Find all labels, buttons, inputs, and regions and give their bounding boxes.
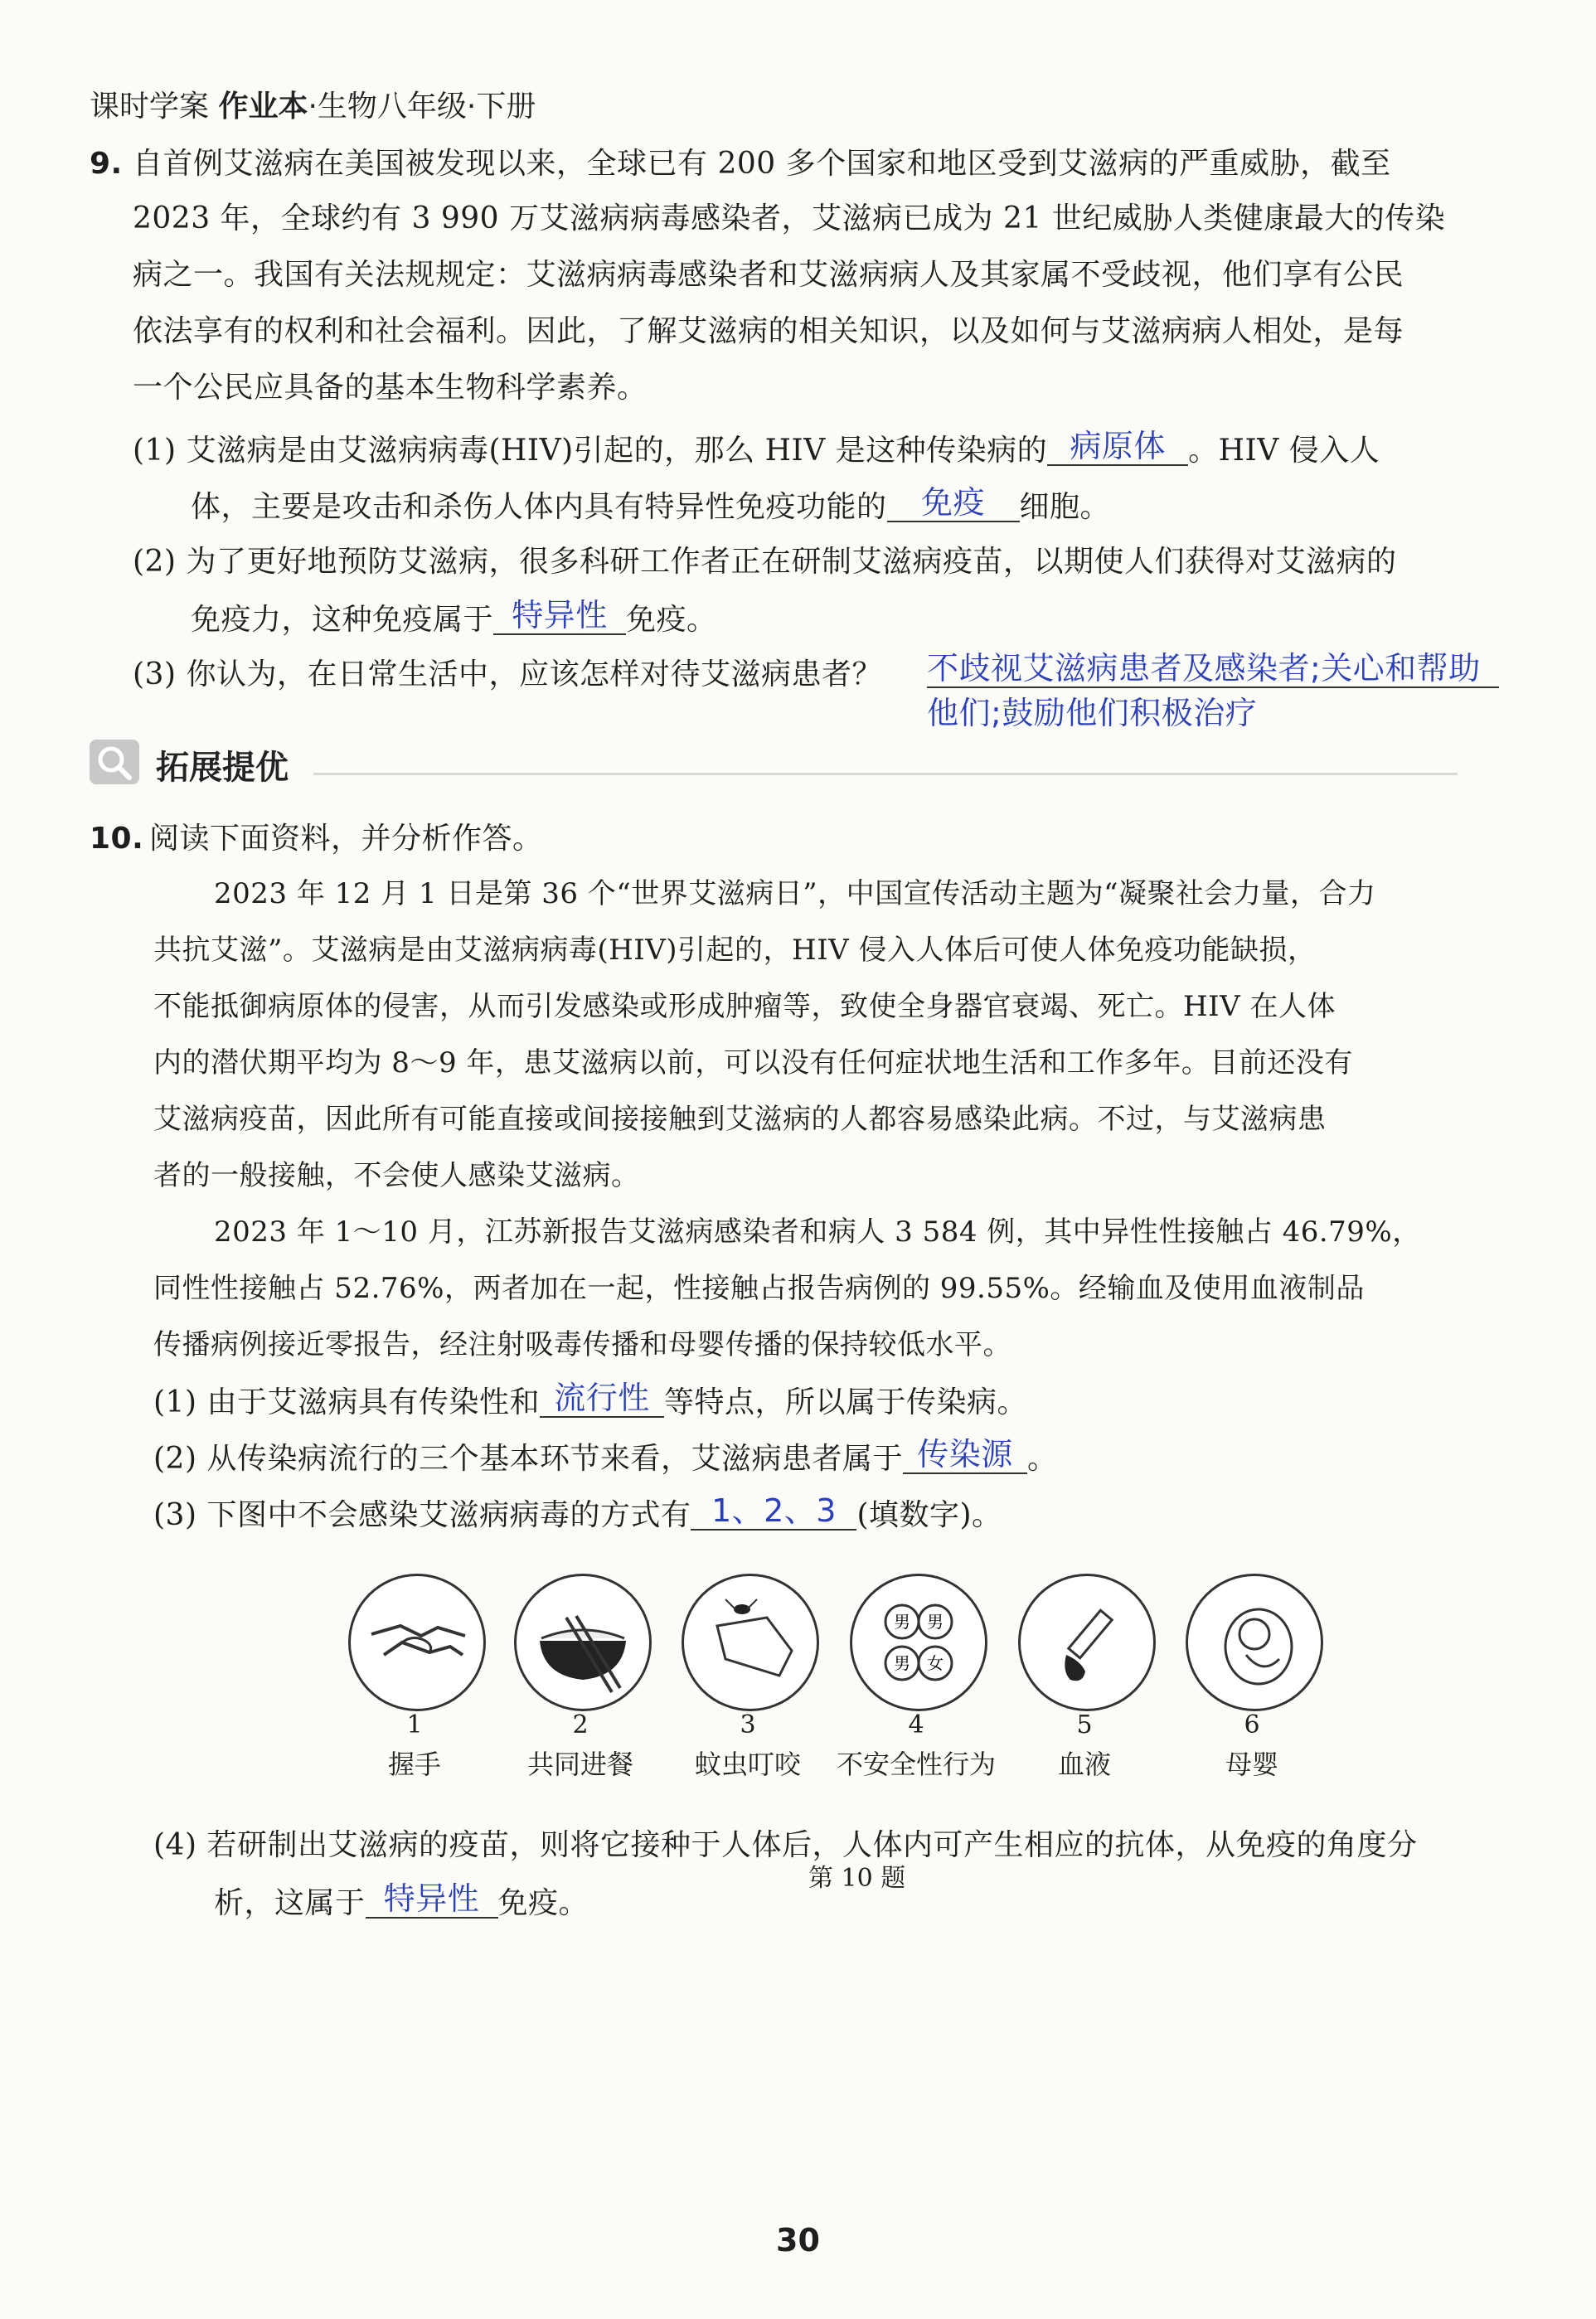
gender-symbols-icon [850,1574,987,1711]
header-book: 作业本 [218,90,308,124]
mosquito-icon [682,1574,819,1711]
q9-intro-line: 2023 年，全球约有 3 990 万艾滋病病毒感染者，艾滋病已成为 21 世纪威胁人类健康最大的传染 [133,201,1446,235]
handwritten-answer: 不歧视艾滋病患者及感染者;关心和帮助 [927,650,1481,686]
figure-label: 不安全性行为 [836,1749,996,1780]
section-title: 拓展提优 [156,749,289,787]
passage-line: 2023 年 1～10 月，江苏新报告艾滋病感染者和病人 3 584 例，其中异性性接触占 46.79%， [214,1215,1421,1249]
answer-blank[interactable]: 特异性 [493,597,626,635]
syringe-blood-icon [1018,1574,1156,1711]
header-subject: ·生物八年级·下册 [308,90,536,124]
figure-label: 母婴 [1225,1749,1278,1780]
q10-p4-text: (4) 若研制出艾滋病的疫苗，则将它接种于人体后，人体内可产生相应的抗体，从免疫的角度分 [153,1828,1418,1862]
rice-bowl-icon [514,1574,652,1711]
q10-part-3 [153,1492,1002,1534]
page-header [90,83,536,125]
q9-p1-text: (1) 艾滋病是由艾滋病病毒(HIV)引起的，那么 HIV 是这种传染病的 [133,434,1048,468]
q9-intro-line: 病之一。我国有关法规规定：艾滋病病毒感染者和艾滋病病人及其家属不受歧视，他们享有公民 [133,258,1404,292]
q9-p1-text: 体，主要是攻击和杀伤人体内具有特异性免疫功能的 [191,490,887,524]
figure-number: 6 [1244,1710,1260,1739]
passage-line: 者的一般接触，不会使人感染艾滋病。 [153,1159,640,1192]
q9-part-2-cont [191,597,717,638]
transmission-figure [348,1574,1385,1822]
figure-caption: 第 10 题 [808,1864,906,1893]
fetus-icon [1186,1574,1323,1711]
q10-p4-text: 析，这属于 [214,1886,366,1920]
passage-line: 内的潜伏期平均为 8～9 年，患艾滋病以前，可以没有任何症状地生活和工作多年。目前还没有 [153,1046,1353,1079]
gender-label: 男 [894,1653,910,1673]
passage-line: 同性性接触占 52.76%，两者加在一起，性接触占报告病例的 99.55%。经输血及使用血液制品 [153,1272,1365,1305]
passage-line: 共抗艾滋”。艾滋病是由艾滋病病毒(HIV)引起的，HIV 侵入人体后可使人体免疫功能缺损， [153,934,1317,967]
page-number: 30 [776,2222,820,2258]
q10-part-2 [153,1436,1058,1477]
figure-label: 共同进餐 [526,1749,633,1780]
q10-p2-text: 。 [1026,1442,1058,1476]
passage-line: 2023 年 12 月 1 日是第 36 个“世界艾滋病日”，中国宣传活动主题为“凝聚社会力量，合力 [214,877,1376,910]
q10-part-1 [153,1380,1027,1421]
answer-blank[interactable]: 特异性 [366,1880,498,1919]
question-number: 10. [90,822,144,856]
figure-number: 1 [406,1710,423,1739]
gender-label: 女 [927,1653,944,1673]
q10-p3-text: (填数字)。 [856,1498,1002,1532]
answer-blank[interactable] [927,650,1499,688]
q9-intro-line: 依法享有的权利和社会福利。因此，了解艾滋病的相关知识，以及如何与艾滋病病人相处，是每 [133,314,1404,348]
q10-stem: 阅读下面资料，并分析作答。 [149,822,543,856]
section-heading [90,736,1516,786]
figure-number: 4 [908,1710,924,1739]
q9-part-1 [133,428,1380,469]
q10-part-4-cont [214,1880,589,1922]
magnifier-icon [90,740,139,784]
q9-intro-line: 自首例艾滋病在美国被发现以来，全球已有 200 多个国家和地区受到艾滋病的严重威胁，截至 [133,147,1391,181]
q10-p1-text: 等特点，所以属于传染病。 [663,1385,1027,1419]
passage-line: 传播病例接近零报告，经注射吸毒传播和母婴传播的保持较低水平。 [153,1328,1011,1361]
figure-label: 蚊虫叮咬 [694,1749,801,1780]
figure-label: 握手 [387,1749,441,1780]
header-series: 课时学案 [90,90,210,124]
gender-label: 男 [894,1612,910,1632]
figure-number: 3 [740,1710,756,1739]
answer-blank[interactable]: 流行性 [540,1380,664,1418]
q9-p1-text: 细胞。 [1019,490,1111,524]
answer-blank[interactable]: 免疫 [887,484,1020,522]
q10-p1-text: (1) 由于艾滋病具有传染性和 [153,1385,540,1419]
handwritten-answer: 他们;鼓励他们积极治疗 [927,695,1258,731]
handshake-icon [348,1574,486,1711]
answer-blank[interactable]: 1、2、3 [691,1492,856,1531]
answer-blank[interactable]: 传染源 [903,1436,1027,1474]
figure-number: 5 [1076,1710,1093,1739]
passage-line: 不能抵御病原体的侵害，从而引发感染或形成肿瘤等，致使全身器官衰竭、死亡。HIV 在人体 [153,990,1336,1023]
passage-line: 艾滋病疫苗，因此所有可能直接或间接接触到艾滋病的人都容易感染此病。不过，与艾滋病患 [153,1103,1327,1136]
q9-p2-text: (2) 为了更好地预防艾滋病，很多科研工作者正在研制艾滋病疫苗，以期使人们获得对艾滋病的 [133,545,1397,579]
figure-label: 血液 [1057,1749,1111,1780]
figure-number: 2 [572,1710,589,1739]
answer-blank[interactable]: 病原体 [1047,428,1188,466]
q9-p2-text: 免疫。 [626,603,717,637]
gender-label: 男 [927,1612,944,1632]
q9-p3-text: (3) 你认为，在日常生活中，应该怎样对待艾滋病患者？ [133,657,882,691]
q9-part-1-cont [191,484,1111,526]
q10-p2-text: (2) 从传染病流行的三个基本环节来看，艾滋病患者属于 [153,1442,903,1476]
q9-intro-line: 一个公民应具备的基本生物科学素养。 [133,371,648,405]
q9-p2-text: 免疫力，这种免疫属于 [191,603,494,637]
q9-p1-text: 。HIV 侵入人 [1188,434,1380,468]
q10-p3-text: (3) 下图中不会感染艾滋病病毒的方式有 [153,1498,691,1532]
question-number: 9. [90,147,123,181]
section-divider [313,773,1458,775]
q10-p4-text: 免疫。 [497,1886,589,1920]
